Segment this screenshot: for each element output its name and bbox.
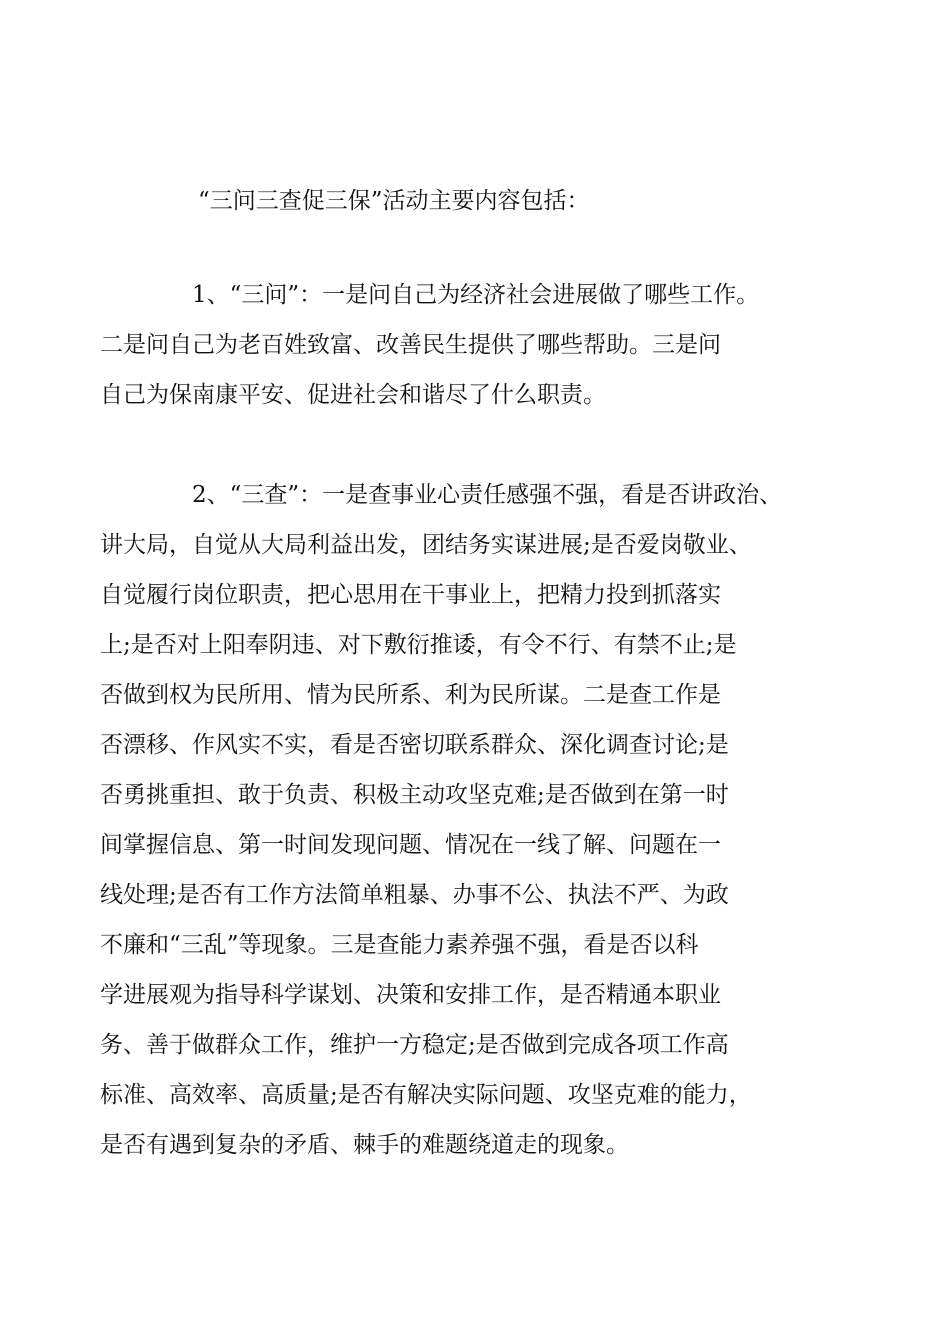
paragraph-line: 标准、高效率、高质量;是否有解决实际问题、攻坚克难的能力，	[100, 1082, 752, 1108]
paragraph-line: 1、“三问”：一是问自己为经济社会进展做了哪些工作。	[192, 282, 760, 308]
paragraph-line: 是否有遇到复杂的矛盾、棘手的难题绕道走的现象。	[100, 1132, 629, 1158]
paragraph-line: 学进展观为指导科学谋划、决策和安排工作，是否精通本职业	[100, 982, 721, 1008]
paragraph-line: 否勇挑重担、敢于负责、积极主动攻坚克难;是否做到在第一时	[100, 782, 729, 808]
paragraph-san-cha	[100, 470, 810, 1170]
paragraph-line: 自己为保南康平安、促进社会和谐尽了什么职责。	[100, 382, 606, 408]
paragraph-line: 线处理;是否有工作方法简单粗暴、办事不公、执法不严、为政	[100, 882, 729, 908]
paragraph-line: 上;是否对上阳奉阴违、对下敷衍推诿，有令不行、有禁不止;是	[100, 632, 737, 658]
paragraph-line: 否漂移、作风实不实，看是否密切联系群众、深化调查讨论;是	[100, 732, 729, 758]
paragraph-line: 不廉和“三乱”等现象。三是查能力素养强不强，看是否以科	[100, 932, 699, 958]
paragraph-line: 否做到权为民所用、情为民所系、利为民所谋。二是查工作是	[100, 682, 721, 708]
paragraph-san-wen	[100, 270, 810, 420]
document-heading: “三问三查促三保”活动主要内容包括：	[198, 188, 590, 214]
document-body	[100, 176, 810, 1220]
paragraph-line: 讲大局，自觉从大局利益出发，团结务实谋进展;是否爱岗敬业、	[100, 532, 752, 558]
paragraph-line: 间掌握信息、第一时间发现问题、情况在一线了解、问题在一	[100, 832, 721, 858]
paragraph-line: 2、“三查”：一是查事业心责任感强不强，看是否讲政治、	[192, 482, 783, 508]
paragraph-line: 二是问自己为老百姓致富、改善民生提供了哪些帮助。三是问	[100, 332, 721, 358]
paragraph-line: 自觉履行岗位职责，把心思用在干事业上，把精力投到抓落实	[100, 582, 721, 608]
paragraph-line: 务、善于做群众工作，维护一方稳定;是否做到完成各项工作高	[100, 1032, 729, 1058]
